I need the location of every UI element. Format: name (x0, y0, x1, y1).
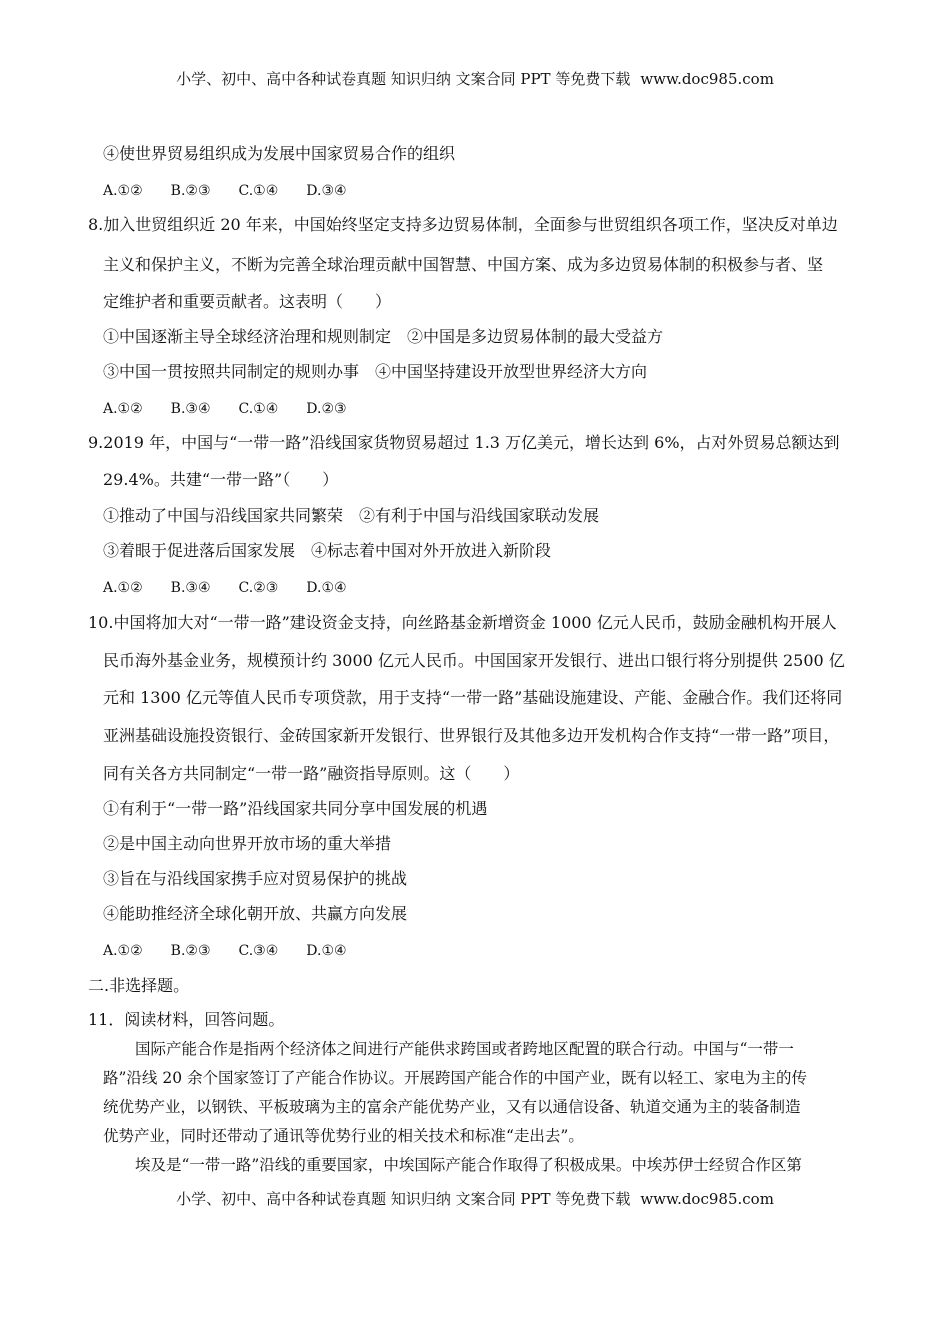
q7-option-c[interactable]: C.①④ (238, 183, 279, 199)
q8-stem-line: 主义和保护主义，不断为完善全球治理贡献中国智慧、中国方案、成为多边贸易体制的积极参与者、坚 (103, 255, 824, 274)
q8-items-line: ①中国逐渐主导全球经济治理和规则制定 ②中国是多边贸易体制的最大受益方 (103, 327, 664, 346)
q8-stem-line: 定维护者和重要贡献者。这表明（ ） (103, 292, 392, 311)
q8-option-b[interactable]: B.③④ (170, 401, 211, 417)
q10-stem-line: 元和 1300 亿元等值人民币专项贷款，用于支持“一带一路”基础设施建设、产能、金融合作。我们还将同 (103, 688, 843, 707)
q9-option-b[interactable]: B.③④ (170, 580, 211, 596)
q11-material-line: 路”沿线 20 余个国家签订了产能合作协议。开展跨国产能合作的中国产业，既有以轻工、家电为主的传 (103, 1069, 808, 1087)
q8-option-c[interactable]: C.①④ (238, 401, 279, 417)
q10-option-b[interactable]: B.②③ (170, 943, 211, 959)
q11-material-line: 埃及是“一带一路”沿线的重要国家，中埃国际产能合作取得了积极成果。中埃苏伊士经贸合作区第 (135, 1156, 802, 1174)
q8-stem-line: 8.加入世贸组织近 20 年来，中国始终坚定支持多边贸易体制，全面参与世贸组织各项工作，坚决反对单边 (88, 215, 838, 234)
q10-option-a[interactable]: A.①② (103, 943, 143, 959)
q10-item: ③旨在与沿线国家携手应对贸易保护的挑战 (103, 869, 408, 888)
q9-option-a[interactable]: A.①② (103, 580, 143, 596)
q10-stem-line: 10.中国将加大对“一带一路”建设资金支持，向丝路基金新增资金 1000 亿元人民币，鼓励金融机构开展人 (88, 613, 837, 632)
q8-option-a[interactable]: A.①② (103, 401, 143, 417)
q8-option-d[interactable]: D.②③ (306, 401, 347, 417)
q9-stem-line: 29.4%。共建“一带一路”（ ） (103, 470, 339, 489)
q10-stem-line: 同有关各方共同制定“一带一路”融资指导原则。这（ ） (103, 764, 520, 783)
page-header (0, 68, 950, 89)
q8-options (103, 398, 347, 419)
q7-option-d[interactable]: D.③④ (306, 183, 347, 199)
q9-options (103, 577, 347, 598)
footer-text: 小学、初中、高中各种试卷真题 知识归纳 文案合同 PPT 等免费下载 (176, 1190, 631, 1208)
q11-material-line: 国际产能合作是指两个经济体之间进行产能供求跨国或者跨地区配置的联合行动。中国与“一带一 (135, 1040, 794, 1058)
page-footer (0, 1188, 950, 1209)
section-title: 二.非选择题。 (88, 976, 190, 995)
q10-item: ②是中国主动向世界开放市场的重大举措 (103, 834, 392, 853)
header-text: 小学、初中、高中各种试卷真题 知识归纳 文案合同 PPT 等免费下载 (176, 70, 631, 88)
q9-option-c[interactable]: C.②③ (238, 580, 279, 596)
q7-option-b[interactable]: B.②③ (170, 183, 211, 199)
q10-options (103, 940, 347, 961)
q11-stem: 11．阅读材料，回答问题。 (88, 1010, 285, 1029)
q11-material-line: 优势产业，同时还带动了通讯等优势行业的相关技术和标准“走出去”。 (103, 1127, 584, 1145)
q7-options (103, 180, 347, 201)
q10-option-c[interactable]: C.③④ (238, 943, 279, 959)
q8-items-line: ③中国一贯按照共同制定的规则办事 ④中国坚持建设开放型世界经济大方向 (103, 362, 648, 381)
q9-items-line: ③着眼于促进落后国家发展 ④标志着中国对外开放进入新阶段 (103, 541, 552, 560)
q7-option-a[interactable]: A.①② (103, 183, 143, 199)
q10-option-d[interactable]: D.①④ (306, 943, 347, 959)
q10-item: ①有利于“一带一路”沿线国家共同分享中国发展的机遇 (103, 799, 488, 818)
q9-option-d[interactable]: D.①④ (306, 580, 347, 596)
q9-items-line: ①推动了中国与沿线国家共同繁荣 ②有利于中国与沿线国家联动发展 (103, 506, 600, 525)
q7-item-4: ④使世界贸易组织成为发展中国家贸易合作的组织 (103, 144, 456, 163)
q10-item: ④能助推经济全球化朝开放、共赢方向发展 (103, 904, 408, 923)
header-url[interactable]: www.doc985.com (640, 70, 774, 88)
q10-stem-line: 民币海外基金业务，规模预计约 3000 亿元人民币。中国国家开发银行、进出口银行将分别提供 2500 亿 (103, 651, 845, 670)
footer-url[interactable]: www.doc985.com (640, 1190, 774, 1208)
q10-stem-line: 亚洲基础设施投资银行、金砖国家新开发银行、世界银行及其他多边开发机构合作支持“一带一路”项目， (103, 726, 840, 745)
q11-material-line: 统优势产业，以钢铁、平板玻璃为主的富余产能优势产业，又有以通信设备、轨道交通为主的装备制造 (103, 1098, 801, 1116)
q9-stem-line: 9.2019 年，中国与“一带一路”沿线国家货物贸易超过 1.3 万亿美元，增长达到 6%，占对外贸易总额达到 (88, 433, 840, 452)
